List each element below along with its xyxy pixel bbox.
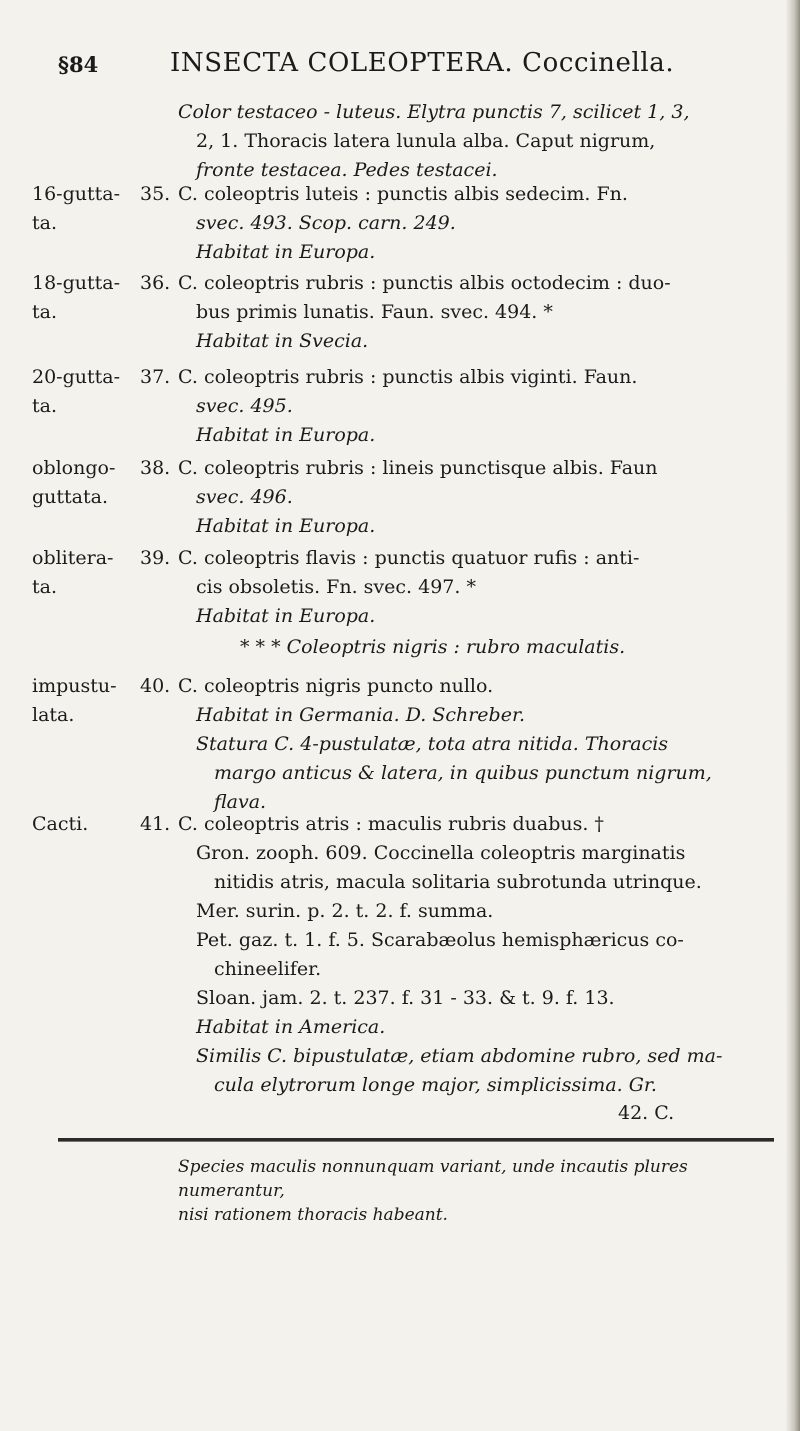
entry-text [178,810,763,1100]
entry-line: Habitat in Europa. [196,241,376,263]
entry-text [178,544,763,631]
epithet-line: 20-gutta- [32,366,121,388]
entry-number: 40. [140,675,171,697]
entry-line: cula elytrorum longe major, simplicissima. Gr. [214,1074,657,1096]
entry-line: Habitat in America. [196,1016,386,1038]
entry-line: cis obsoletis. Fn. svec. 497. * [196,576,476,598]
entry-line: flava. [214,791,267,813]
entry-line: Habitat in Europa. [196,605,376,627]
entry-text [178,180,763,267]
entry-line: margo anticus & latera, in quibus punctum nigrum, [214,762,712,784]
page-header [58,48,770,92]
footnote-line: Species maculis nonnunquam variant, unde incautis plures numerantur, [178,1157,688,1201]
footnote-divider [58,1138,774,1142]
entry-line: nitidis atris, macula solitaria subrotunda utrinque. [214,871,702,893]
entry-text [178,672,763,817]
intro-description [178,98,738,185]
entry-number: 37. [140,366,171,388]
entry-line: svec. 496. [196,486,293,508]
epithet-line: 16-gutta- [32,183,121,205]
entry-line: bus primis lunatis. Faun. svec. 494. * [196,301,553,323]
epithet-line: 18-gutta- [32,272,121,294]
entry-number: 36. [140,272,171,294]
entry-line: svec. 495. [196,395,293,417]
entry-number: 39. [140,547,171,569]
entry-number: 35. [140,183,171,205]
epithet-line: ta. [32,395,58,417]
entry-line: Pet. gaz. t. 1. f. 5. Scarabæolus hemisphæricus co- [196,929,684,951]
epithet-line: lata. [32,704,75,726]
entry-line: Habitat in Europa. [196,424,376,446]
epithet-line: ta. [32,212,58,234]
entry-text [178,363,763,450]
entry-number: 38. [140,457,171,479]
epithet-line: guttata. [32,486,108,508]
entry-number: 41. [140,813,171,835]
entry-line: C. coleoptris rubris : lineis punctisque albis. Faun [178,457,658,479]
epithet-line: oblitera- [32,547,114,569]
epithet-line: oblongo- [32,457,116,479]
intro-line: fronte testacea. Pedes testacei. [196,159,498,181]
entry-line: C. coleoptris nigris puncto nullo. [178,675,494,697]
catchword: 42. C. [618,1102,675,1124]
entry-line: Mer. surin. p. 2. t. 2. f. summa. [196,900,494,922]
epithet-line: impustu- [32,675,117,697]
entry-line: C. coleoptris atris : maculis rubris duabus. † [178,813,604,835]
footnote [178,1155,778,1227]
page-number: §84 [58,52,99,77]
intro-line: Color testaceo - luteus. Elytra punctis 7, scilicet 1, 3, [178,101,690,123]
entry-line: Gron. zooph. 609. Coccinella coleoptris marginatis [196,842,686,864]
entry-line: C. coleoptris luteis : punctis albis sedecim. Fn. [178,183,628,205]
page-edge-shadow [786,0,800,1431]
entry-line: C. coleoptris flavis : punctis quatuor rufis : anti- [178,547,640,569]
running-head: INSECTA COLEOPTERA. Coccinella. [170,48,675,78]
entry-text [178,269,763,356]
entry-line: Habitat in Svecia. [196,330,369,352]
entry-line: svec. 493. Scop. carn. 249. [196,212,456,234]
epithet-line: ta. [32,301,58,323]
entry-line: C. coleoptris rubris : punctis albis viginti. Faun. [178,366,638,388]
entry-line: Similis C. bipustulatæ, etiam abdomine rubro, sed ma- [196,1045,723,1067]
entry-line: Statura C. 4-pustulatæ, tota atra nitida. Thoracis [196,733,669,755]
group-heading: * * * Coleoptris nigris : rubro maculatis. [240,636,626,658]
entry-line: C. coleoptris rubris : punctis albis octodecim : duo- [178,272,671,294]
intro-line: 2, 1. Thoracis latera lunula alba. Caput nigrum, [196,130,656,152]
footnote-line: nisi rationem thoracis habeant. [178,1205,448,1225]
entry-line: chineelifer. [214,958,322,980]
entry-line: Habitat in Germania. D. Schreber. [196,704,525,726]
entry-line: Habitat in Europa. [196,515,376,537]
entry-text [178,454,763,541]
epithet-line: ta. [32,576,58,598]
entry-line: Sloan. jam. 2. t. 237. f. 31 - 33. & t. 9. f. 13. [196,987,615,1009]
epithet-line: Cacti. [32,813,89,835]
